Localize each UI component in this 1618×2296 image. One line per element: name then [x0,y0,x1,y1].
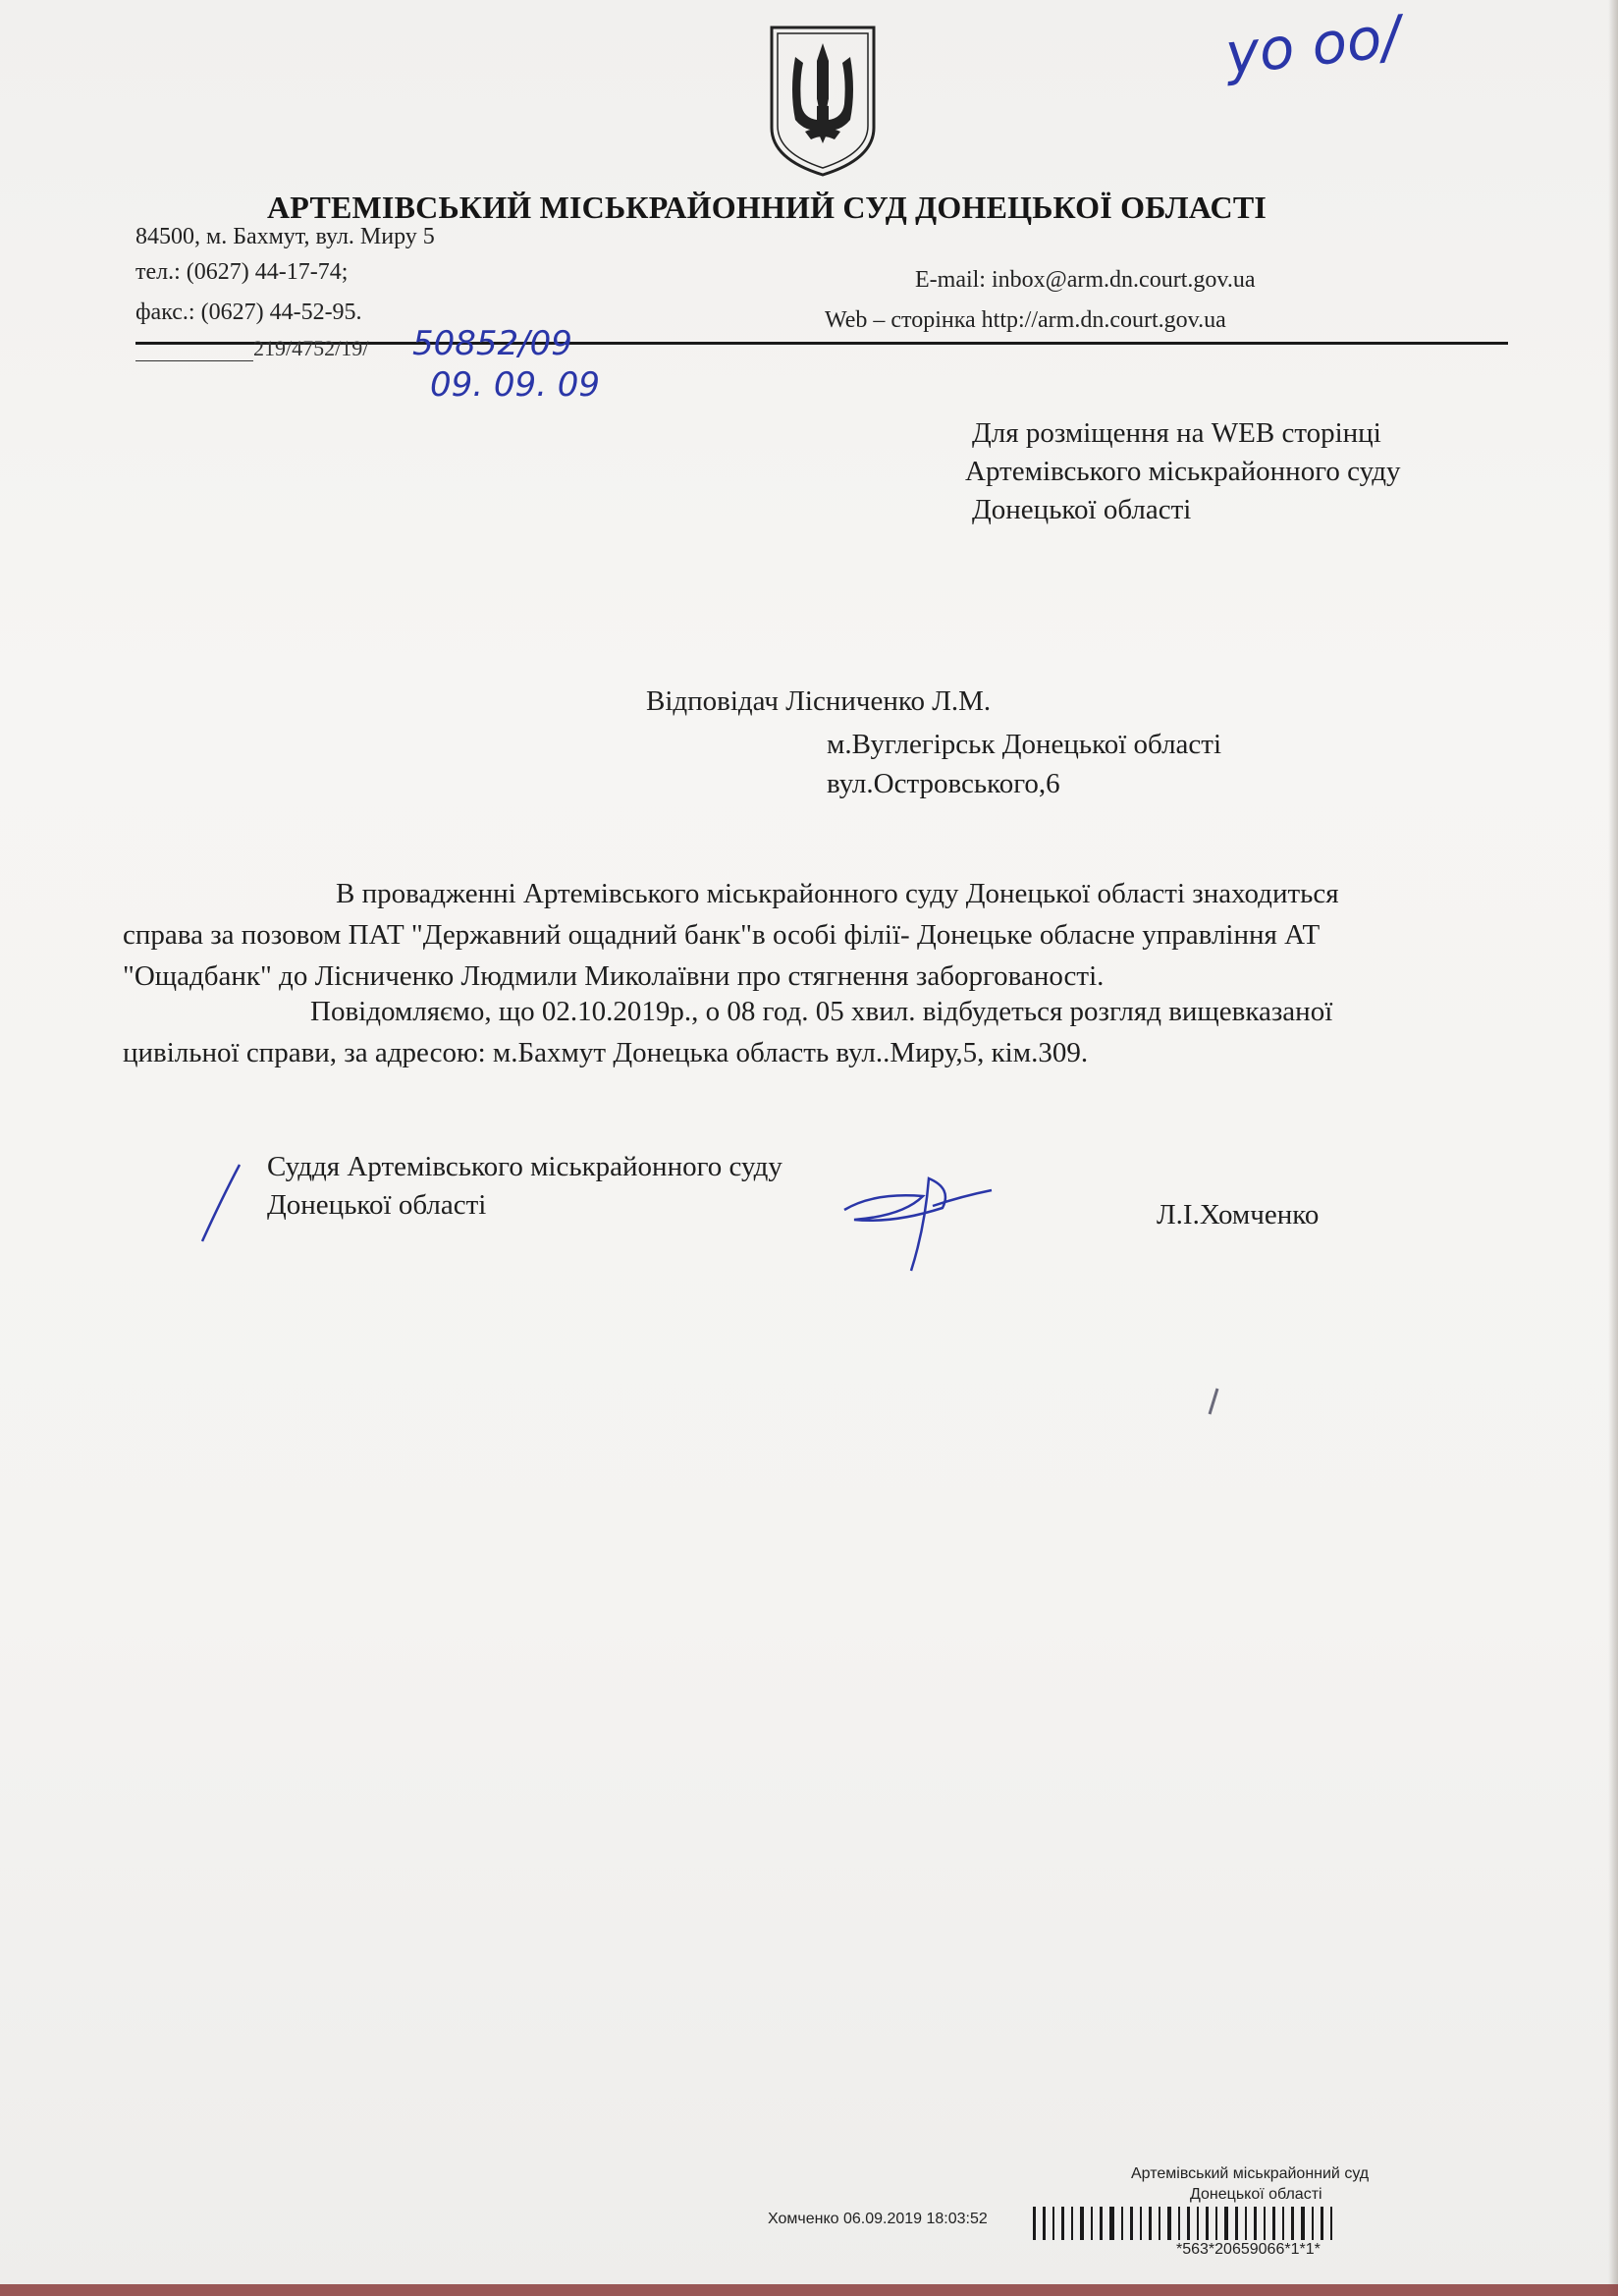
outgoing-number-text: 219/4752/19/ [253,336,369,360]
coat-of-arms-icon [766,22,880,179]
body-paragraph-1-line-1: В провадженні Артемівського міськрайонного суду Донецької області знаходиться [336,878,1339,909]
court-website: Web – сторінка http://arm.dn.court.gov.ua [825,307,1226,333]
court-title: АРТЕМІВСЬКИЙ МІСЬКРАЙОННИЙ СУД ДОНЕЦЬКОЇ ОБЛАСТІ [267,190,1267,225]
handwritten-registration-date: 09. 09. 09 [430,365,601,405]
addressee-line-3: Донецької області [972,494,1192,525]
scan-bottom-edge [0,2284,1618,2296]
judge-title-line-2: Донецької області [267,1189,487,1221]
document-barcode [1033,2205,1339,2240]
body-paragraph-1-line-3: "Ощадбанк" до Лісниченко Людмили Миколаївни про стягнення заборгованості. [123,960,1105,992]
body-paragraph-2-line-2: цивільної справи, за адресою: м.Бахмут Донецька область вул..Миру,5, кім.309. [123,1037,1089,1068]
stray-pen-mark [1196,1385,1225,1424]
judge-signature [835,1169,1001,1277]
respondent-name: Відповідач Лісниченко Л.М. [646,685,992,717]
footer-court-line-2: Донецької області [1190,2186,1322,2203]
outgoing-number [135,336,368,361]
addressee-line-2: Артемівського міськрайонного суду [965,456,1401,487]
handwritten-corner-note: уо оо/ [1221,2,1404,88]
court-fax: факс.: (0627) 44-52-95. [135,300,362,325]
respondent-street: вул.Островського,6 [827,768,1060,799]
judge-name: Л.І.Хомченко [1157,1199,1320,1230]
addressee-line-1: Для розміщення на WEB сторінці [972,417,1381,449]
court-email: E-mail: inbox@arm.dn.court.gov.ua [915,267,1256,293]
court-phone: тел.: (0627) 44-17-74; [135,259,349,285]
judge-title-line-1: Суддя Артемівського міськрайонного суду [267,1151,782,1182]
footer-stamp: Хомченко 06.09.2019 18:03:52 [768,2211,988,2227]
respondent-city: м.Вуглегірськ Донецької області [827,729,1222,760]
outgoing-number-blank [135,343,253,361]
body-paragraph-2-line-1: Повідомляємо, що 02.10.2019р., о 08 год. 05 хвил. відбудеться розгляд вищевказаної [310,996,1333,1027]
handwritten-slash-mark [192,1159,251,1247]
footer-court-line-1: Артемівський міськрайонний суд [1131,2165,1370,2182]
handwritten-registration-number: 50852/09 [412,324,572,363]
court-address: 84500, м. Бахмут, вул. Миру 5 [135,224,435,249]
page-shadow-edge [1608,0,1618,2296]
body-paragraph-1-line-2: справа за позовом ПАТ "Державний ощадний банк"в особі філії- Донецьке обласне управління АТ [123,919,1321,951]
barcode-text: *563*20659066*1*1* [1176,2241,1321,2258]
